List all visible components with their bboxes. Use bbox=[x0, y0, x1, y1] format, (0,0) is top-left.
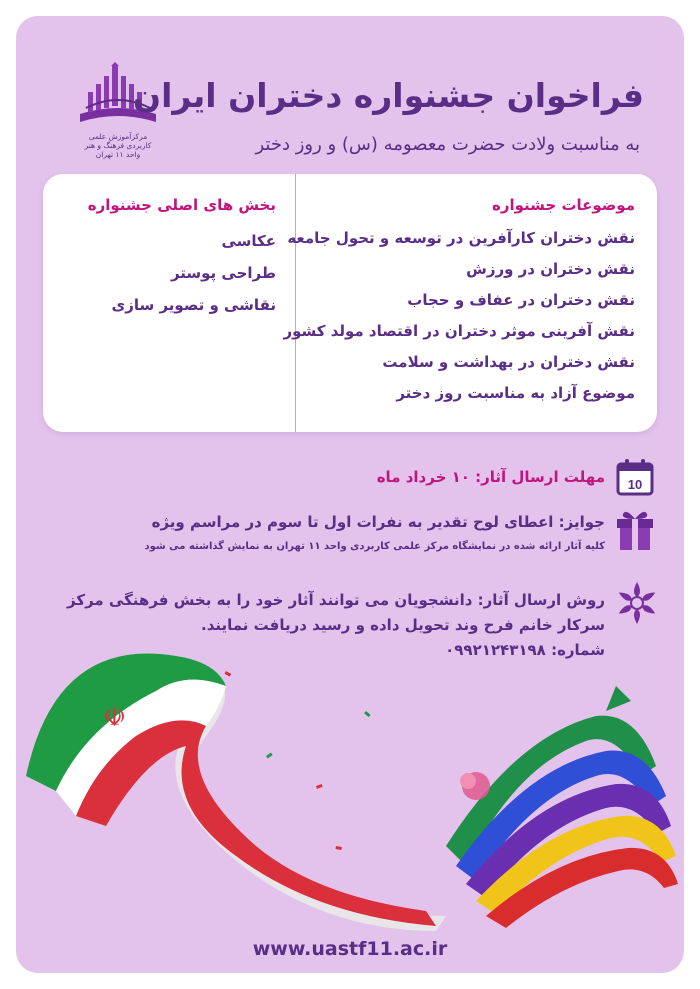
emblem-icon: ☫ bbox=[102, 703, 126, 733]
gift-icon bbox=[616, 508, 654, 556]
logo-line: مرکزآموزش علمی bbox=[88, 132, 148, 141]
submission-phone: شماره: ۰۹۹۲۱۲۴۳۱۹۸ bbox=[445, 641, 605, 659]
logo-text bbox=[74, 132, 162, 159]
info-box bbox=[43, 174, 657, 432]
page-subtitle: به مناسبت ولادت حضرت معصومه (س) و روز دختر bbox=[255, 134, 640, 155]
prizes-text: جوایز: اعطای لوح تقدیر به نفرات اول تا سوم در مراسم ویژه bbox=[151, 513, 605, 531]
box-divider bbox=[295, 174, 296, 432]
section-item: طراحی پوستر bbox=[170, 264, 276, 282]
poster bbox=[16, 16, 684, 973]
calendar-icon bbox=[616, 458, 654, 500]
topic-item: نقش دختران کارآفرین در توسعه و تحول جامعه bbox=[287, 229, 635, 247]
sections-heading: بخش های اصلی جشنواره bbox=[87, 196, 276, 214]
submission-line: روش ارسال آثار: دانشجویان می توانند آثار خود را به بخش فرهنگی مرکز bbox=[67, 591, 605, 609]
section-item: نقاشی و تصویر سازی bbox=[111, 296, 276, 314]
topic-item: موضوع آزاد به مناسبت روز دختر bbox=[396, 384, 635, 402]
logo-line: کاربردی فرهنگ و هنر bbox=[84, 141, 152, 150]
decorative-ribbons bbox=[16, 616, 684, 936]
page-title: فراخوان جشنواره دختران ایران bbox=[132, 76, 644, 115]
topic-item: نقش دختران در عفاف و حجاب bbox=[407, 291, 635, 309]
deadline-text: مهلت ارسال آثار: ۱۰ خرداد ماه bbox=[376, 468, 605, 486]
topic-item: نقش آفرینی موثر دختران در اقتصاد مولد کشور bbox=[283, 322, 635, 340]
topics-list bbox=[283, 196, 635, 409]
section-item: عکاسی bbox=[221, 232, 276, 250]
logo-line: واحد ۱۱ تهران bbox=[95, 150, 141, 159]
sections-list bbox=[71, 196, 276, 321]
website-link[interactable]: www.uastf11.ac.ir bbox=[252, 938, 448, 960]
calendar-day: 10 bbox=[627, 477, 643, 492]
topic-item: نقش دختران در بهداشت و سلامت bbox=[382, 353, 635, 371]
topics-heading: موضوعات جشنواره bbox=[492, 196, 635, 214]
exhibition-note: کلیه آثار ارائه شده در نمایشگاه مرکز علمی کاربردی واحد ۱۱ تهران به نمایش گذاشته می شود bbox=[144, 541, 605, 552]
submission-line: سرکار خانم فرح وند تحویل داده و رسید دریافت نمایند. bbox=[201, 616, 605, 634]
topic-item: نقش دختران در ورزش bbox=[466, 260, 635, 278]
